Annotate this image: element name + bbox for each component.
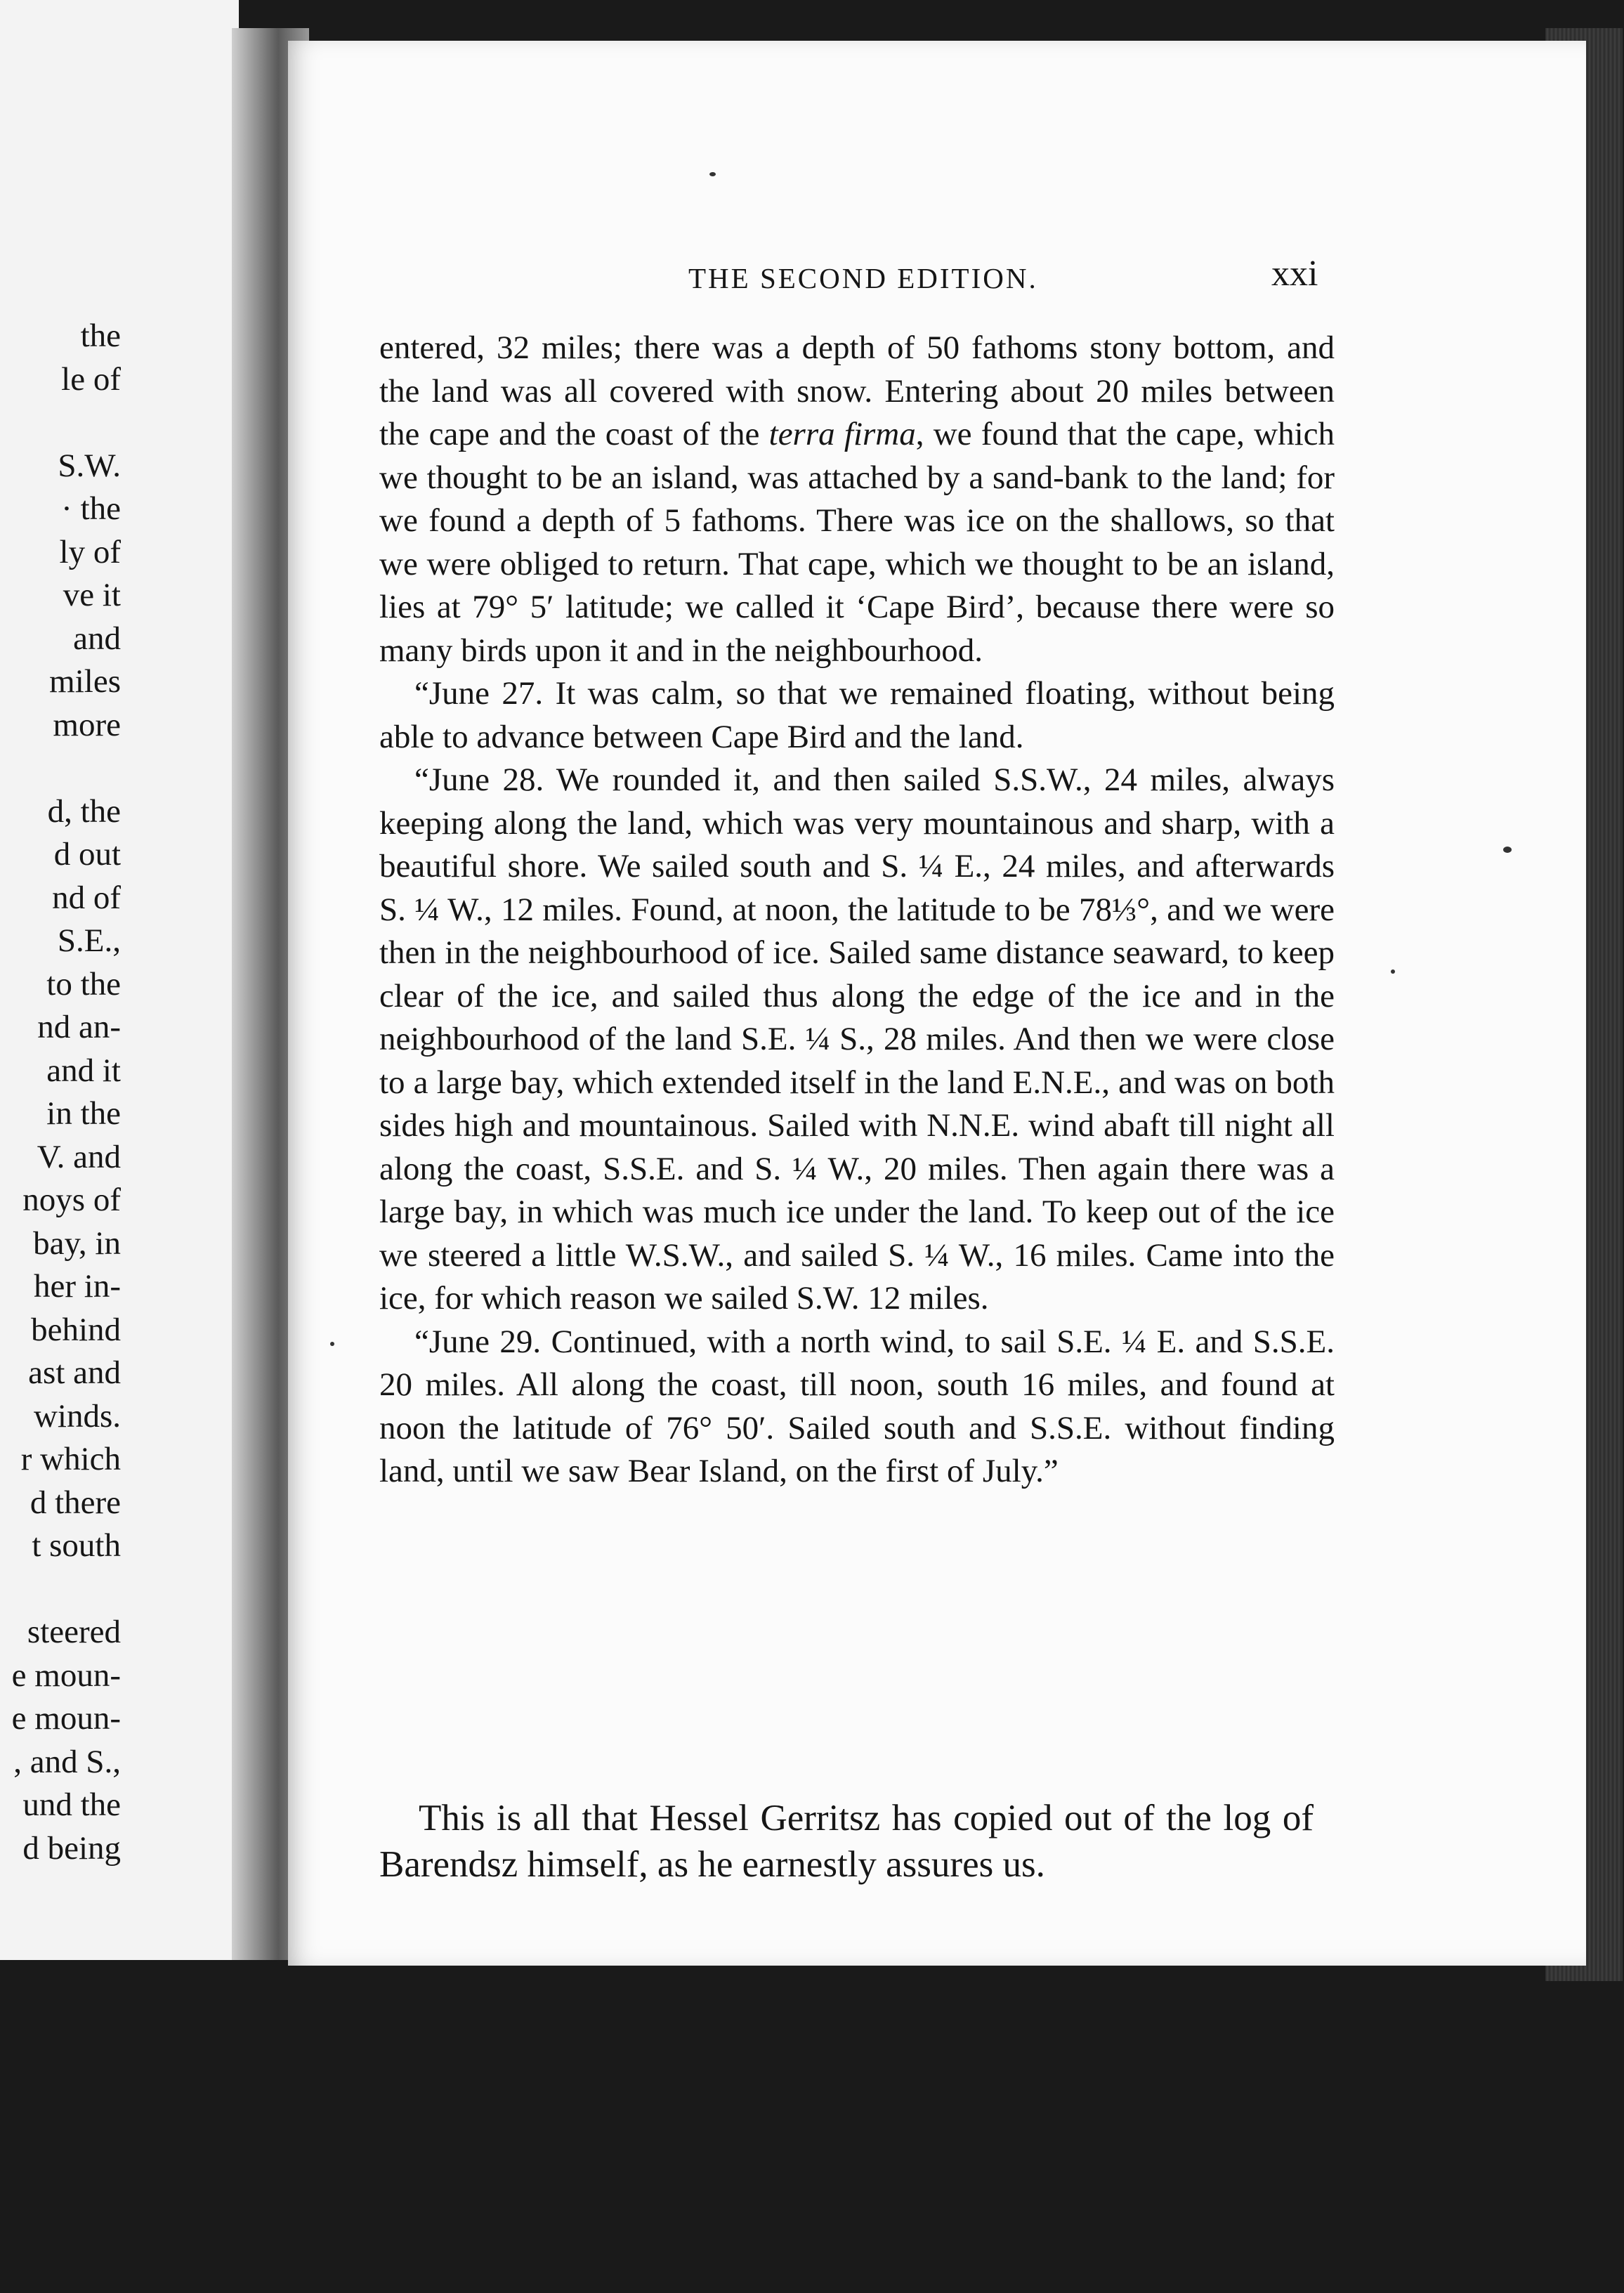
- ink-speck: [709, 172, 716, 176]
- paragraph-june-28: “June 28. We rounded it, and then sailed S.S.W., 24 miles, always keeping along the land, which was very mountainous and sharp, with a beautiful shore. We sailed south and S. ¼ E., 24 miles, and afterwards S. ¼ W., 12 miles. Found, at noon, the latitude to be 78⅓°, and we were then in the neighbourhood of ice. Sailed same distance seaward, to keep clear of the ice, and sailed thus along the edge of the ice and in the neighbourhood of the land S.E. ¼ S., 28 miles. And then we were close to a large bay, which extended itself in the land E.N.E., and was on both sides high and mountainous. Sailed with N.N.E. wind abaft till night all along the coast, S.S.E. and S. ¼ W., 20 miles. Then again there was a large bay, in which was much ice under the land. To keep out of the ice we steered a little W.S.W., and sailed S. ¼ W., 16 miles. Came into the ice, for which reason we sailed S.W. 12 miles.: [379, 762, 1335, 1317]
- closing-paragraph: This is all that Hessel Gerritsz has copied out of the log of Barendsz himself, as he earnestly assures us.: [379, 1798, 1314, 1885]
- left-page-line: to the: [46, 965, 121, 1002]
- left-page-line: behind: [31, 1311, 121, 1348]
- running-head: THE SECOND EDITION.: [688, 262, 1038, 294]
- left-page-line: d being: [22, 1829, 121, 1867]
- left-page-line: d there: [30, 1484, 121, 1521]
- left-page: [0, 0, 239, 1960]
- left-page-line: d out: [53, 836, 121, 873]
- left-page-line: le of: [61, 360, 121, 398]
- left-page-line: V. and: [37, 1138, 121, 1175]
- left-page-line: noys of: [22, 1182, 121, 1218]
- left-page-line: and it: [46, 1052, 121, 1089]
- left-page-line: · the: [61, 490, 121, 527]
- left-page-line: e moun-: [11, 1700, 121, 1737]
- left-page-line: and: [73, 620, 121, 657]
- left-page-line: the: [80, 318, 121, 354]
- left-page-line: miles: [49, 663, 121, 700]
- left-page-line: her in-: [34, 1268, 121, 1305]
- left-page-line: t south: [32, 1527, 121, 1564]
- left-page-line: nd of: [52, 879, 121, 916]
- paragraph-june-29: “June 29. Continued, with a north wind, to sail S.E. ¼ E. and S.S.E. 20 miles. All along the coast, till noon, south 16 miles, and found at noon the latitude of 76° 50′. Sailed south and S.S.E. without finding land, until we saw Bear Island, on the first of July.”: [379, 1323, 1335, 1489]
- paragraph-june-27: “June 27. It was calm, so that we remained floating, without being able to advance between Cape Bird and the land.: [379, 675, 1335, 755]
- closing-text: [379, 1795, 1314, 1888]
- ink-speck: [1503, 847, 1512, 853]
- paragraph-1-start: entered, 32 miles; there was a depth of 50 fathoms stony bottom, and the land was all covered with snow. Entering about 20 miles between the cape and the coast of the: [379, 329, 1335, 452]
- left-page-line: bay, in: [33, 1224, 121, 1262]
- left-page-line: e moun-: [11, 1657, 121, 1694]
- page-number: xxi: [1271, 254, 1318, 294]
- left-page-line: , and S.,: [13, 1743, 121, 1780]
- paragraph-1-end: , we found that the cape, which we thought to be an island, was attached by a sand-bank to the land; for we found a depth of 5 fathoms. There was ice on the shallows, so that we were obliged to return. That cape, which we thought to be an island, lies at 79° 5′ latitude; we called it ‘Cape Bird’, because there were so many birds upon it and in the neighbourhood.: [379, 416, 1335, 669]
- left-page-line: S.W.: [58, 447, 121, 484]
- left-page-line: ly of: [59, 533, 121, 570]
- left-page-line: winds.: [33, 1397, 121, 1435]
- left-page-line: ve it: [63, 577, 121, 613]
- body-text: [379, 327, 1335, 1494]
- left-page-line: S.E.,: [57, 922, 121, 959]
- left-page-line: d, the: [47, 792, 121, 830]
- paragraph-1-italic: terra firma: [768, 416, 916, 452]
- left-page-line: steered: [27, 1614, 121, 1650]
- left-page-line: in the: [46, 1095, 121, 1132]
- left-page-line: more: [53, 706, 121, 743]
- left-page-line: r which: [20, 1441, 121, 1477]
- ink-speck: [1391, 969, 1395, 974]
- ink-speck: [330, 1342, 334, 1346]
- left-page-line: nd an-: [37, 1009, 121, 1045]
- left-page-line: ast and: [28, 1354, 121, 1391]
- left-page-line: und the: [22, 1786, 121, 1823]
- paragraph-1: [379, 327, 1335, 672]
